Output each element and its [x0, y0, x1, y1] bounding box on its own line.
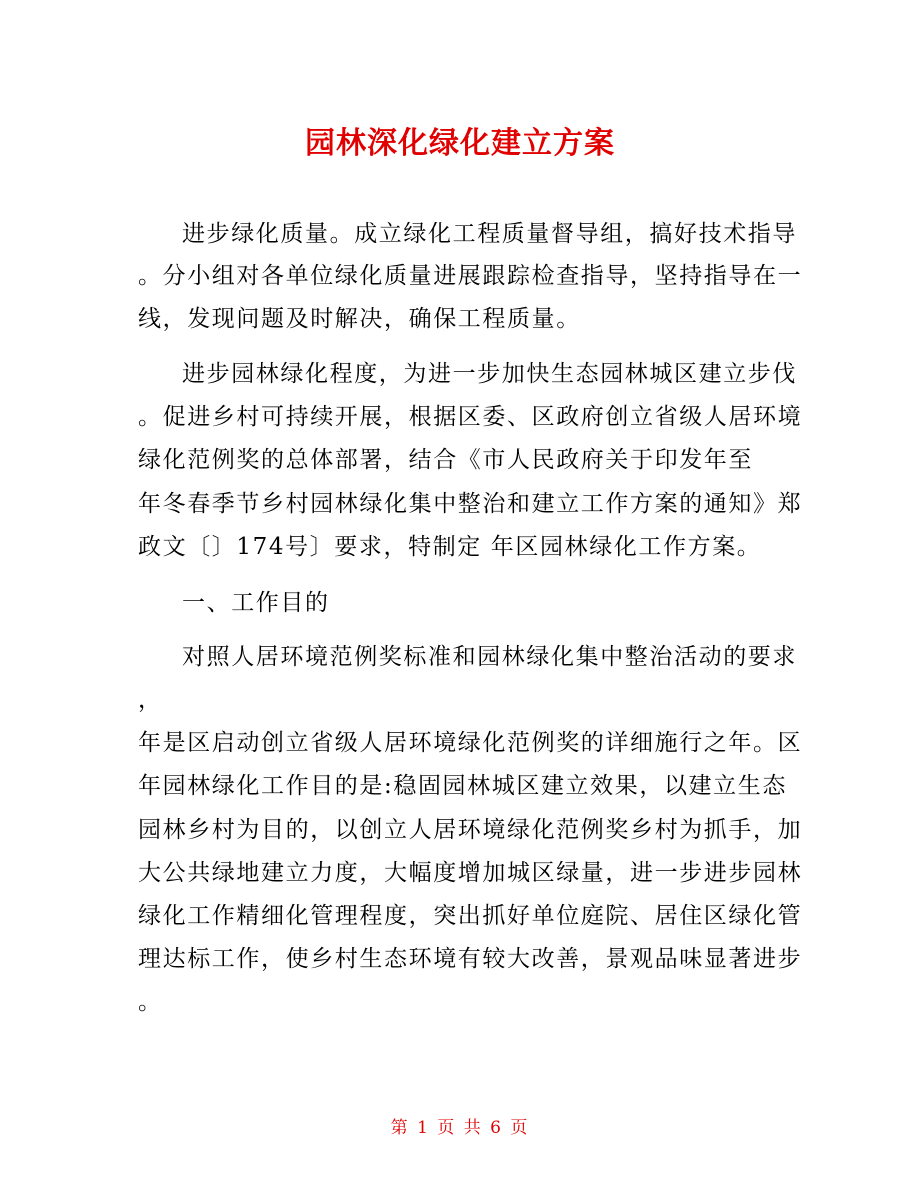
body-line: 。分小组对各单位绿化质量进展跟踪检查指导，坚持指导在一 [138, 263, 803, 289]
body-line: 线，发现问题及时解决，确保工程质量。 [138, 306, 581, 332]
body-line: 进步绿化质量。成立绿化工程质量督导组，搞好技术指导 [182, 221, 797, 247]
body-line: 进步园林绿化程度，为进一步加快生态园林城区建立步伐 [182, 361, 797, 387]
body-line: 对照人居环境范例奖标准和园林绿化集中整治活动的要求 [182, 644, 797, 670]
body-line: 理达标工作，使乡村生态环境有较大改善，景观品味显著进步 [138, 946, 803, 972]
body-line: 年园林绿化工作目的是:稳固园林城区建立效果，以建立生态 [138, 773, 787, 799]
body-line: 大公共绿地建立力度，大幅度增加城区绿量，进一步进步园林 [138, 860, 803, 886]
body-line: 年是区启动创立省级人居环境绿化范例奖的详细施行之年。区 [138, 730, 803, 756]
body-line: 年冬春季节乡村园林绿化集中整治和建立工作方案的通知》郑 [138, 491, 803, 517]
body-line: 园林乡村为目的，以创立人居环境绿化范例奖乡村为抓手，加 [138, 817, 803, 843]
section-heading: 一、工作目的 [182, 590, 330, 616]
body-line: ， [138, 687, 163, 713]
body-line: 绿化工作精细化管理程度，突出抓好单位庭院、居住区绿化管 [138, 903, 803, 929]
body-line: 。促进乡村可持续开展，根据区委、区政府创立省级人居环境 [138, 404, 803, 430]
body-line: 绿化范例奖的总体部署，结合《市人民政府关于印发年至 [138, 447, 753, 473]
body-line: 政文〔〕174号〕要求，特制定 年区园林绿化工作方案。 [138, 534, 762, 560]
body-line: 。 [138, 989, 163, 1015]
page-footer: 第 1 页 共 6 页 [390, 1118, 530, 1138]
document-title: 园林深化绿化建立方案 [305, 126, 615, 161]
